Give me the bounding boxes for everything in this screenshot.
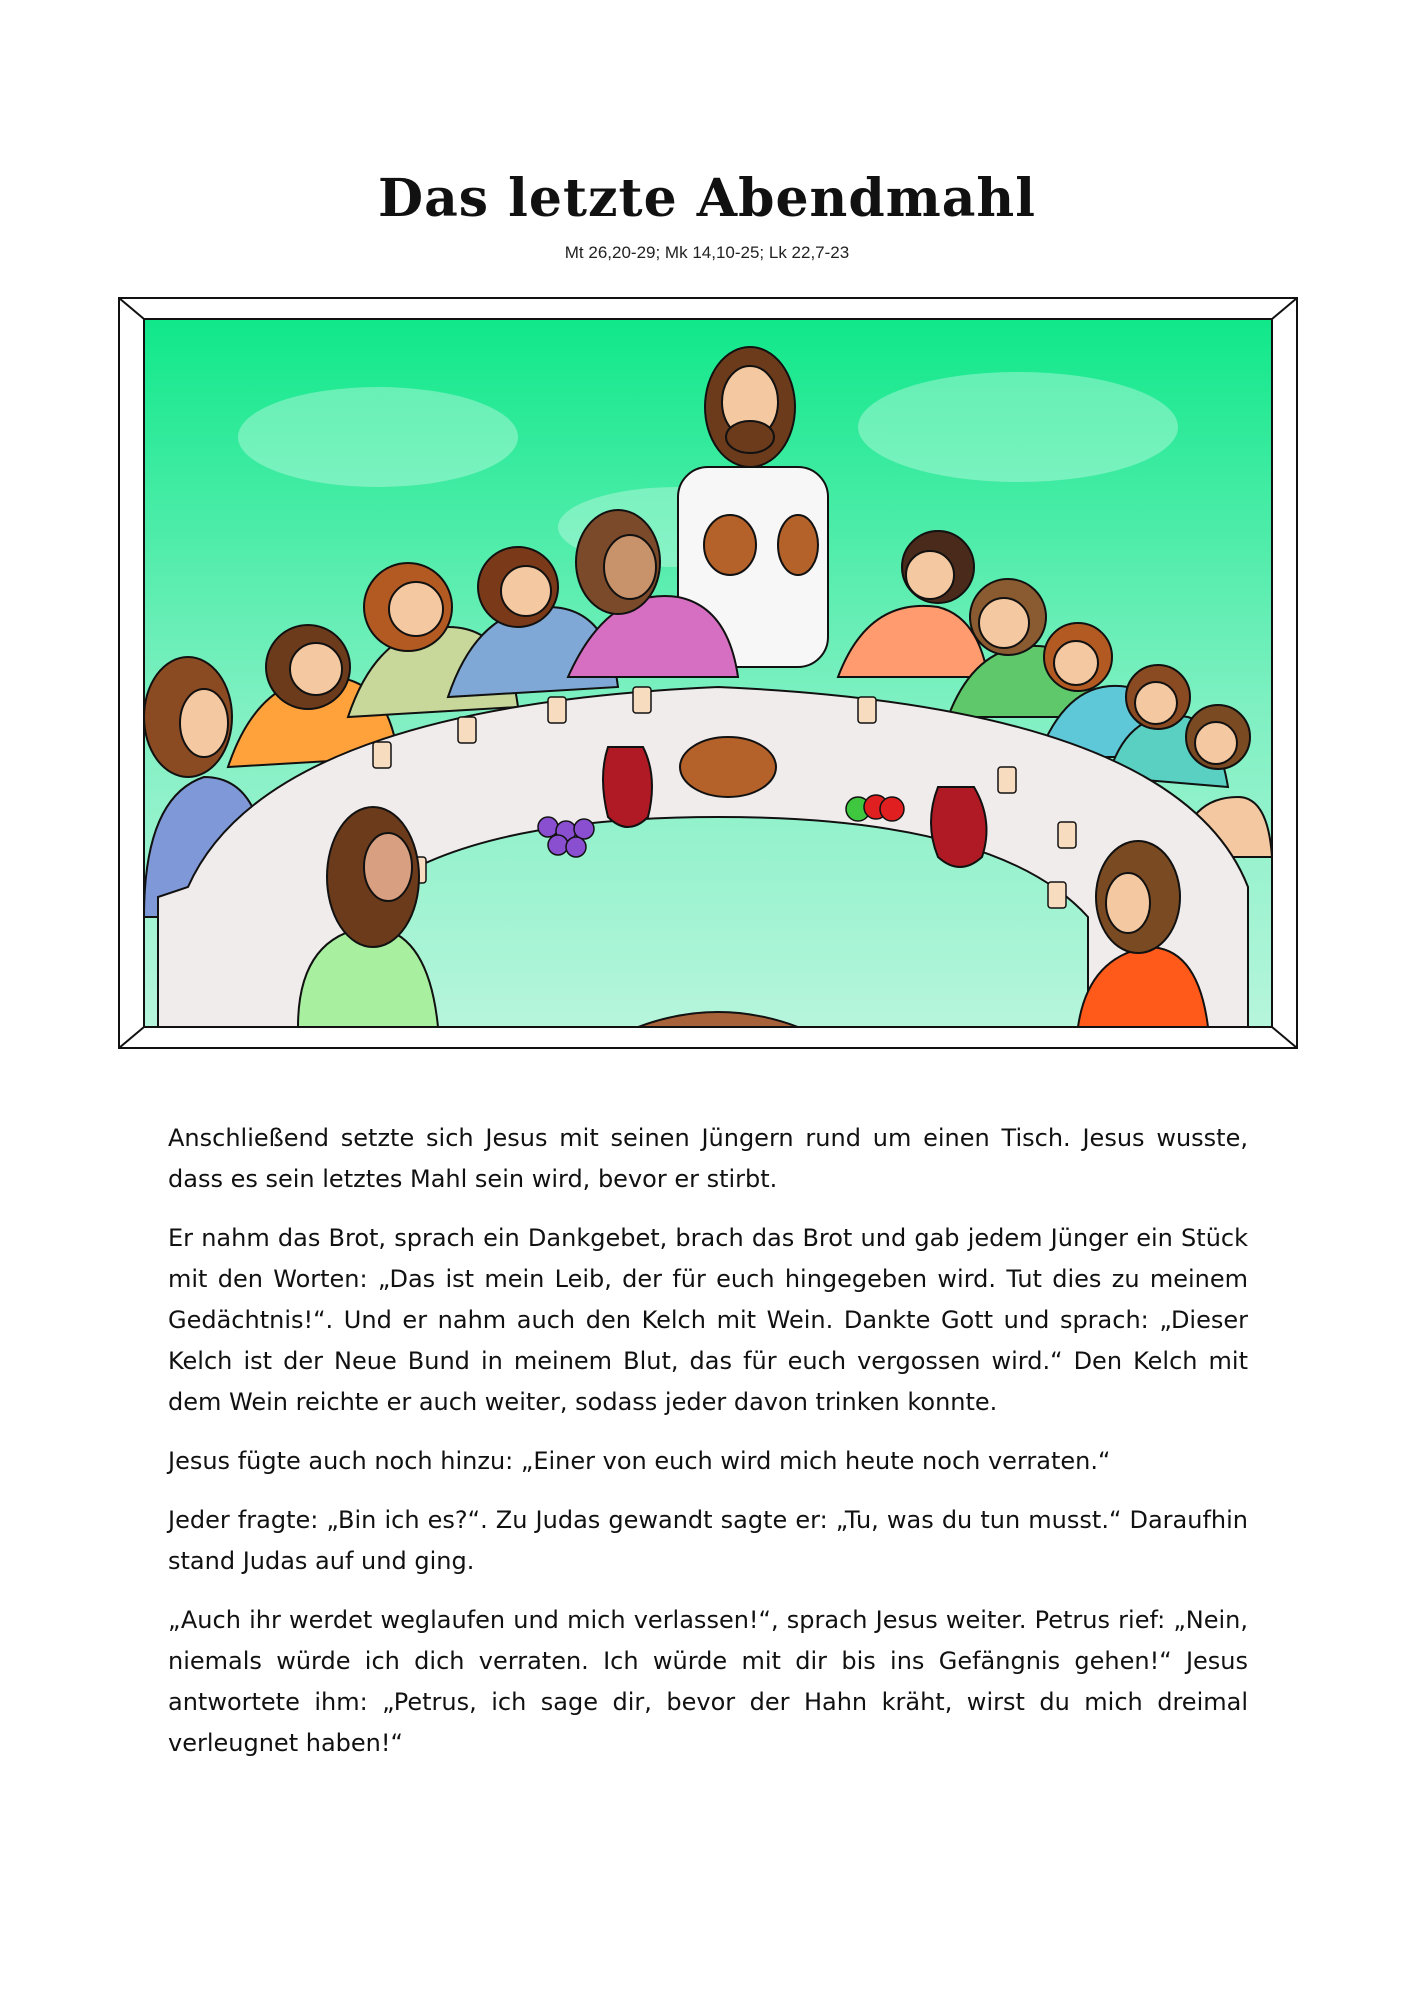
paragraph: Anschließend setzte sich Jesus mit seinen Jüngern rund um einen Tisch. Jesus wusste, dass es sein letztes Mahl sein wird, bevor er stirbt. <box>168 1124 1248 1193</box>
paragraph: Jesus fügte auch noch hinzu: „Einer von euch wird mich heute noch verraten.“ <box>168 1447 1111 1475</box>
last-supper-illustration <box>118 297 1298 1049</box>
paragraph: „Auch ihr werdet weglaufen und mich verlassen!“, sprach Jesus weiter. Petrus rief: „Nein, niemals würde ich dich verraten. Ich würde mit dir bis ins Gefängnis gehen!“ Jesus antwortete ihm: „Petrus, ich sage dir, bevor der Hahn kräht, wirst du mich dreimal verleugnet haben!“ <box>168 1606 1248 1757</box>
apples-icon <box>846 795 904 821</box>
illustration-frame <box>118 297 1298 1049</box>
story-text <box>168 1118 1248 1782</box>
wine-jug-icon-2 <box>931 787 987 867</box>
bible-references: Mt 26,20-29; Mk 14,10-25; Lk 22,7-23 <box>564 243 850 262</box>
wine-jug-icon <box>603 747 652 827</box>
paragraph: Er nahm das Brot, sprach ein Dankgebet, brach das Brot und gab jedem Jünger ein Stück mit den Worten: „Das ist mein Leib, der für euch hingegeben wird. Tut dies zu meinem Gedächtnis!“. Und er nahm auch den Kelch mit Wein. Dankte Gott und sprach: „Dieser Kelch ist der Neue Bund in meinem Blut, das für euch vergossen wird.“ Den Kelch mit dem Wein reichte er auch weiter, sodass jeder davon trinken konnte. <box>168 1224 1248 1416</box>
bread-icon <box>680 737 776 797</box>
paragraph: Jeder fragte: „Bin ich es?“. Zu Judas gewandt sagte er: „Tu, was du tun musst.“ Daraufhin stand Judas auf und ging. <box>168 1506 1248 1575</box>
page-title: Das letzte Abendmahl <box>378 168 1036 229</box>
